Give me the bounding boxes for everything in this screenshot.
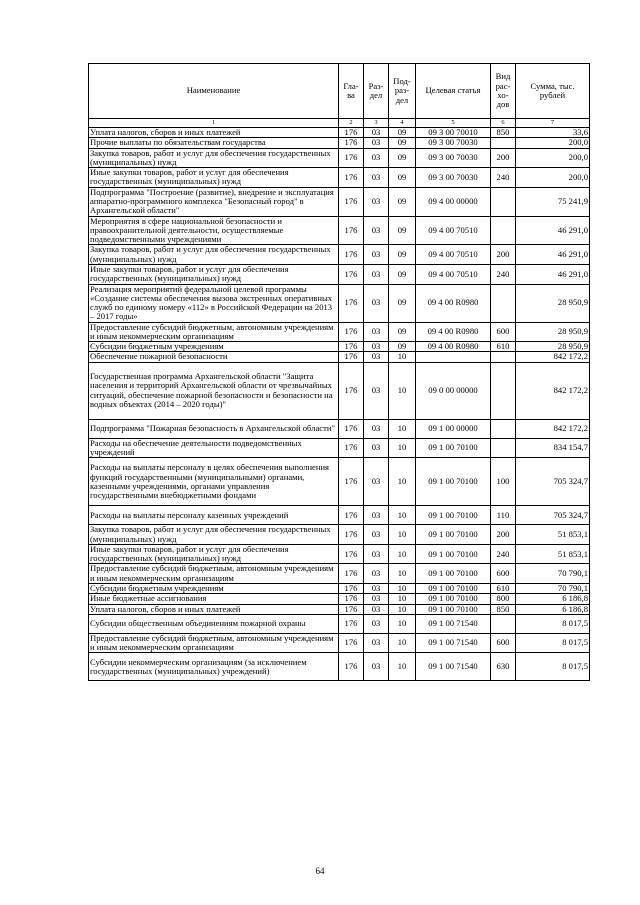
row-razdel-cell: 03 — [364, 245, 389, 265]
row-glava-cell: 176 — [339, 352, 364, 362]
column-number: 3 — [364, 119, 389, 128]
table-row — [89, 506, 590, 525]
row-razdel-cell: 03 — [364, 633, 389, 653]
header-razdel: Раз-дел — [364, 64, 389, 119]
row-razdel-cell: 03 — [364, 653, 389, 681]
row-target-article-cell: 09 3 00 70030 — [416, 138, 491, 148]
row-podrazdel-cell: 09 — [389, 284, 416, 322]
row-target-article-cell: 09 4 00 R0980 — [416, 342, 491, 352]
row-expense-type-cell: 610 — [491, 584, 516, 594]
row-razdel-cell: 03 — [364, 438, 389, 458]
row-target-article-cell: 09 1 00 70100 — [416, 458, 491, 506]
row-expense-type-cell: 850 — [491, 128, 516, 138]
row-sum-cell: 51 853,1 — [516, 544, 590, 564]
row-glava-cell: 176 — [339, 594, 364, 604]
row-name-cell: Субсидии общественным объединениям пожарной охраны — [89, 614, 339, 633]
row-expense-type-cell: 240 — [491, 544, 516, 564]
row-podrazdel-cell: 09 — [389, 168, 416, 188]
row-podrazdel-cell: 10 — [389, 544, 416, 564]
row-sum-cell: 8 017,5 — [516, 614, 590, 633]
row-razdel-cell: 03 — [364, 342, 389, 352]
column-number: 1 — [89, 119, 339, 128]
row-expense-type-cell — [491, 438, 516, 458]
row-podrazdel-cell: 10 — [389, 525, 416, 545]
row-target-article-cell: 09 4 00 R0980 — [416, 322, 491, 342]
table-row — [89, 264, 590, 284]
row-sum-cell: 834 154,7 — [516, 438, 590, 458]
row-glava-cell: 176 — [339, 264, 364, 284]
row-sum-cell: 70 790,1 — [516, 564, 590, 584]
row-expense-type-cell — [491, 614, 516, 633]
row-podrazdel-cell: 10 — [389, 506, 416, 525]
table-row — [89, 245, 590, 265]
table-row — [89, 564, 590, 584]
row-sum-cell: 200,0 — [516, 148, 590, 168]
row-name-cell: Закупка товаров, работ и услуг для обеспечения государственных (муниципальных) нужд — [89, 525, 339, 545]
row-name-cell: Субсидии бюджетным учреждениям — [89, 584, 339, 594]
row-sum-cell: 6 186,8 — [516, 604, 590, 614]
row-glava-cell: 176 — [339, 138, 364, 148]
row-sum-cell: 8 017,5 — [516, 653, 590, 681]
table-body — [89, 128, 590, 681]
page-number: 64 — [315, 866, 325, 876]
row-target-article-cell: 09 1 00 71540 — [416, 633, 491, 653]
row-razdel-cell: 03 — [364, 128, 389, 138]
table-row — [89, 342, 590, 352]
row-podrazdel-cell: 09 — [389, 322, 416, 342]
table-row — [89, 614, 590, 633]
row-expense-type-cell — [491, 138, 516, 148]
row-target-article-cell: 09 1 00 70100 — [416, 438, 491, 458]
table-row — [89, 284, 590, 322]
row-sum-cell: 51 853,1 — [516, 525, 590, 545]
row-razdel-cell: 03 — [364, 264, 389, 284]
table-row — [89, 544, 590, 564]
row-expense-type-cell: 850 — [491, 604, 516, 614]
row-podrazdel-cell: 10 — [389, 362, 416, 419]
row-sum-cell: 6 186,8 — [516, 594, 590, 604]
row-sum-cell: 8 017,5 — [516, 633, 590, 653]
row-podrazdel-cell: 09 — [389, 264, 416, 284]
row-sum-cell: 705 324,7 — [516, 506, 590, 525]
table-row — [89, 458, 590, 506]
row-expense-type-cell — [491, 352, 516, 362]
row-glava-cell: 176 — [339, 245, 364, 265]
row-name-cell: Иные бюджетные ассигнования — [89, 594, 339, 604]
row-sum-cell: 33,6 — [516, 128, 590, 138]
row-glava-cell: 176 — [339, 148, 364, 168]
row-glava-cell: 176 — [339, 604, 364, 614]
row-expense-type-cell: 800 — [491, 594, 516, 604]
column-number: 2 — [339, 119, 364, 128]
row-glava-cell: 176 — [339, 584, 364, 594]
row-razdel-cell: 03 — [364, 604, 389, 614]
column-number: 5 — [416, 119, 491, 128]
row-razdel-cell: 03 — [364, 564, 389, 584]
row-name-cell: Мероприятия в сфере национальной безопасности и правоохранительной деятельности, осуществляемые подведомственными учреждениями — [89, 216, 339, 245]
row-expense-type-cell: 110 — [491, 506, 516, 525]
row-expense-type-cell — [491, 284, 516, 322]
row-name-cell: Уплата налогов, сборов и иных платежей — [89, 128, 339, 138]
table-row — [89, 138, 590, 148]
row-glava-cell: 176 — [339, 342, 364, 352]
row-sum-cell: 705 324,7 — [516, 458, 590, 506]
row-glava-cell: 176 — [339, 362, 364, 419]
row-name-cell: Закупка товаров, работ и услуг для обеспечения государственных (муниципальных) нужд — [89, 245, 339, 265]
row-expense-type-cell: 200 — [491, 148, 516, 168]
row-expense-type-cell: 200 — [491, 525, 516, 545]
row-glava-cell: 176 — [339, 653, 364, 681]
row-target-article-cell: 09 0 00 00000 — [416, 362, 491, 419]
table-row — [89, 352, 590, 362]
budget-table — [88, 63, 590, 681]
row-razdel-cell: 03 — [364, 216, 389, 245]
row-glava-cell: 176 — [339, 128, 364, 138]
row-sum-cell: 75 241,9 — [516, 187, 590, 216]
table-row — [89, 128, 590, 138]
row-name-cell: Закупка товаров, работ и услуг для обеспечения государственных (муниципальных) нужд — [89, 148, 339, 168]
row-sum-cell: 842 172,2 — [516, 362, 590, 419]
row-name-cell: Реализация мероприятий федеральной целевой программы «Создание системы обеспечения вызова экстренных оперативных служб по единому номеру «112» в Российской Федерации на 2013 – 2017 годы» — [89, 284, 339, 322]
row-sum-cell: 200,0 — [516, 168, 590, 188]
row-glava-cell: 176 — [339, 216, 364, 245]
row-target-article-cell: 09 4 00 70510 — [416, 264, 491, 284]
row-expense-type-cell: 600 — [491, 322, 516, 342]
row-podrazdel-cell: 10 — [389, 352, 416, 362]
row-razdel-cell: 03 — [364, 187, 389, 216]
row-name-cell: Обеспечение пожарной безопасности — [89, 352, 339, 362]
row-razdel-cell: 03 — [364, 352, 389, 362]
row-razdel-cell: 03 — [364, 614, 389, 633]
row-expense-type-cell: 610 — [491, 342, 516, 352]
row-name-cell: Уплата налогов, сборов и иных платежей — [89, 604, 339, 614]
row-name-cell: Субсидии бюджетным учреждениям — [89, 342, 339, 352]
row-target-article-cell: 09 4 00 R0980 — [416, 284, 491, 322]
row-glava-cell: 176 — [339, 544, 364, 564]
table-row — [89, 525, 590, 545]
row-podrazdel-cell: 10 — [389, 419, 416, 438]
row-glava-cell: 176 — [339, 633, 364, 653]
row-sum-cell: 28 950,9 — [516, 342, 590, 352]
column-number: 4 — [389, 119, 416, 128]
row-name-cell: Расходы на выплаты персоналу в целях обеспечения выполнения функций государственными (муниципальными) органами, казенными учреждениями, органами управления государственными внебюджетными фондами — [89, 458, 339, 506]
row-target-article-cell — [416, 352, 491, 362]
row-name-cell: Предоставление субсидий бюджетным, автономным учреждениям и иным некоммерческим организациям — [89, 322, 339, 342]
row-podrazdel-cell: 09 — [389, 216, 416, 245]
row-name-cell: Предоставление субсидий бюджетным, автономным учреждениям и иным некоммерческим организациям — [89, 633, 339, 653]
row-target-article-cell: 09 4 00 70510 — [416, 245, 491, 265]
row-glava-cell: 176 — [339, 525, 364, 545]
row-podrazdel-cell: 10 — [389, 564, 416, 584]
header-glava: Гла-ва — [339, 64, 364, 119]
row-podrazdel-cell: 10 — [389, 594, 416, 604]
row-expense-type-cell — [491, 216, 516, 245]
row-podrazdel-cell: 10 — [389, 438, 416, 458]
table-row — [89, 653, 590, 681]
row-target-article-cell: 09 1 00 71540 — [416, 614, 491, 633]
row-expense-type-cell: 240 — [491, 168, 516, 188]
row-razdel-cell: 03 — [364, 584, 389, 594]
table-row — [89, 438, 590, 458]
row-expense-type-cell: 630 — [491, 653, 516, 681]
row-target-article-cell: 09 1 00 70100 — [416, 544, 491, 564]
table-row — [89, 584, 590, 594]
row-name-cell: Иные закупки товаров, работ и услуг для обеспечения государственных (муниципальных) нужд — [89, 264, 339, 284]
row-sum-cell: 200,0 — [516, 138, 590, 148]
row-target-article-cell: 09 3 00 70030 — [416, 168, 491, 188]
header-row — [89, 64, 590, 119]
row-name-cell: Подпрограмма "Пожарная безопасность в Архангельской области" — [89, 419, 339, 438]
row-expense-type-cell — [491, 362, 516, 419]
row-target-article-cell: 09 1 00 00000 — [416, 419, 491, 438]
row-target-article-cell: 09 3 00 70010 — [416, 128, 491, 138]
table-row — [89, 594, 590, 604]
row-sum-cell: 46 291,0 — [516, 264, 590, 284]
table-row — [89, 168, 590, 188]
row-razdel-cell: 03 — [364, 419, 389, 438]
row-podrazdel-cell: 09 — [389, 148, 416, 168]
row-razdel-cell: 03 — [364, 594, 389, 604]
row-name-cell: Расходы на обеспечение деятельности подведомственных учреждений — [89, 438, 339, 458]
header-target-article: Целевая статья — [416, 64, 491, 119]
row-name-cell: Подпрограмма "Построение (развитие), внедрение и эксплуатация аппаратно-программного комплекса "Безопасный город" в Архангельской области" — [89, 187, 339, 216]
row-sum-cell: 46 291,0 — [516, 245, 590, 265]
row-razdel-cell: 03 — [364, 506, 389, 525]
row-target-article-cell: 09 4 00 70510 — [416, 216, 491, 245]
row-razdel-cell: 03 — [364, 148, 389, 168]
table-row — [89, 419, 590, 438]
table-row — [89, 187, 590, 216]
row-podrazdel-cell: 09 — [389, 245, 416, 265]
row-expense-type-cell — [491, 419, 516, 438]
row-sum-cell: 28 950,9 — [516, 322, 590, 342]
row-target-article-cell: 09 1 00 70100 — [416, 506, 491, 525]
row-sum-cell: 70 790,1 — [516, 584, 590, 594]
header-sum: Сумма, тыс. рублей — [516, 64, 590, 119]
row-razdel-cell: 03 — [364, 458, 389, 506]
table-row — [89, 322, 590, 342]
row-podrazdel-cell: 10 — [389, 458, 416, 506]
row-target-article-cell: 09 1 00 70100 — [416, 584, 491, 594]
row-razdel-cell: 03 — [364, 362, 389, 419]
row-target-article-cell: 09 3 00 70030 — [416, 148, 491, 168]
row-target-article-cell: 09 1 00 70100 — [416, 604, 491, 614]
row-razdel-cell: 03 — [364, 322, 389, 342]
row-name-cell: Расходы на выплаты персоналу казенных учреждений — [89, 506, 339, 525]
row-target-article-cell: 09 1 00 70100 — [416, 594, 491, 604]
row-name-cell: Иные закупки товаров, работ и услуг для обеспечения государственных (муниципальных) нужд — [89, 544, 339, 564]
row-glava-cell: 176 — [339, 284, 364, 322]
row-podrazdel-cell: 10 — [389, 604, 416, 614]
row-podrazdel-cell: 09 — [389, 187, 416, 216]
row-name-cell: Прочие выплаты по обязательствам государства — [89, 138, 339, 148]
row-podrazdel-cell: 10 — [389, 633, 416, 653]
row-target-article-cell: 09 4 00 00000 — [416, 187, 491, 216]
row-sum-cell: 28 950,9 — [516, 284, 590, 322]
row-podrazdel-cell: 09 — [389, 342, 416, 352]
row-glava-cell: 176 — [339, 614, 364, 633]
row-glava-cell: 176 — [339, 438, 364, 458]
row-name-cell: Предоставление субсидий бюджетным, автономным учреждениям и иным некоммерческим организациям — [89, 564, 339, 584]
row-glava-cell: 176 — [339, 564, 364, 584]
row-expense-type-cell — [491, 187, 516, 216]
row-expense-type-cell: 100 — [491, 458, 516, 506]
row-expense-type-cell: 240 — [491, 264, 516, 284]
header-podrazdel: Под-раз-дел — [389, 64, 416, 119]
row-podrazdel-cell: 10 — [389, 614, 416, 633]
column-number: 6 — [491, 119, 516, 128]
row-podrazdel-cell: 10 — [389, 653, 416, 681]
row-name-cell: Государственная программа Архангельской области "Защита населения и территорий Архангельской области от чрезвычайных ситуаций, обеспечение пожарной безопасности и безопасности на водных объектах (2014 – 2020 годы)" — [89, 362, 339, 419]
row-expense-type-cell: 600 — [491, 564, 516, 584]
table-row — [89, 148, 590, 168]
row-podrazdel-cell: 09 — [389, 128, 416, 138]
header-expense-type: Вид рас-хо-дов — [491, 64, 516, 119]
row-razdel-cell: 03 — [364, 138, 389, 148]
row-expense-type-cell: 200 — [491, 245, 516, 265]
table-row — [89, 216, 590, 245]
row-razdel-cell: 03 — [364, 168, 389, 188]
table-row — [89, 362, 590, 419]
row-glava-cell: 176 — [339, 168, 364, 188]
table-row — [89, 633, 590, 653]
row-sum-cell: 842 172,2 — [516, 419, 590, 438]
column-number: 7 — [516, 119, 590, 128]
table-row — [89, 604, 590, 614]
row-target-article-cell: 09 1 00 70100 — [416, 525, 491, 545]
row-glava-cell: 176 — [339, 458, 364, 506]
row-target-article-cell: 09 1 00 70100 — [416, 564, 491, 584]
row-razdel-cell: 03 — [364, 544, 389, 564]
row-razdel-cell: 03 — [364, 525, 389, 545]
header-name: Наименование — [89, 64, 339, 119]
row-sum-cell: 842 172,2 — [516, 352, 590, 362]
row-name-cell: Субсидии некоммерческим организациям (за исключением государственных (муниципальных) учреждений) — [89, 653, 339, 681]
row-name-cell: Иные закупки товаров, работ и услуг для обеспечения государственных (муниципальных) нужд — [89, 168, 339, 188]
row-glava-cell: 176 — [339, 419, 364, 438]
row-glava-cell: 176 — [339, 506, 364, 525]
row-sum-cell: 46 291,0 — [516, 216, 590, 245]
row-podrazdel-cell: 09 — [389, 138, 416, 148]
row-glava-cell: 176 — [339, 187, 364, 216]
row-expense-type-cell: 600 — [491, 633, 516, 653]
row-podrazdel-cell: 10 — [389, 584, 416, 594]
row-razdel-cell: 03 — [364, 284, 389, 322]
row-target-article-cell: 09 1 00 71540 — [416, 653, 491, 681]
row-glava-cell: 176 — [339, 322, 364, 342]
